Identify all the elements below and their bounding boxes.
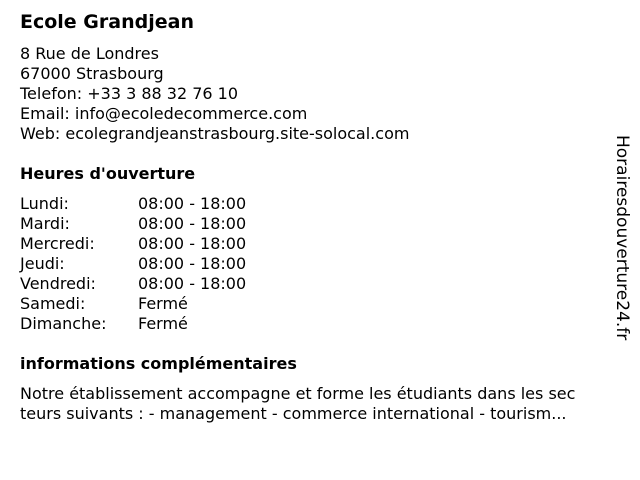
info-line-2: teurs suivants : - management - commerce international - tourism... <box>20 404 567 423</box>
hours-table <box>20 194 320 334</box>
phone-line[interactable]: Telefon: +33 3 88 32 76 10 <box>20 84 239 103</box>
day-label: Dimanche: <box>20 314 107 333</box>
hours-row-wednesday <box>20 234 320 254</box>
hours-row-tuesday <box>20 214 320 234</box>
hours-row-monday <box>20 194 320 214</box>
business-name: Ecole Grandjean <box>20 11 194 33</box>
info-heading: informations complémentaires <box>20 354 297 373</box>
day-label: Vendredi: <box>20 274 96 293</box>
time-value: 08:00 - 18:00 <box>138 234 247 253</box>
address-street: 8 Rue de Londres <box>20 44 159 63</box>
email-line[interactable]: Email: info@ecoledecommerce.com <box>20 104 308 123</box>
time-value: 08:00 - 18:00 <box>138 254 247 273</box>
info-line-1: Notre établissement accompagne et forme les étudiants dans les sec <box>20 384 576 403</box>
hours-row-sunday <box>20 314 320 334</box>
hours-row-thursday <box>20 254 320 274</box>
hours-heading: Heures d'ouverture <box>20 164 196 183</box>
day-label: Lundi: <box>20 194 69 213</box>
time-value: 08:00 - 18:00 <box>138 194 247 213</box>
hours-row-saturday <box>20 294 320 314</box>
time-value: 08:00 - 18:00 <box>138 214 247 233</box>
day-label: Mercredi: <box>20 234 95 253</box>
web-line[interactable]: Web: ecolegrandjeanstrasbourg.site-solocal.com <box>20 124 410 143</box>
site-watermark: Horairesdouverture24.fr <box>612 135 632 341</box>
day-label: Samedi: <box>20 294 86 313</box>
contact-block <box>20 44 409 144</box>
day-label: Jeudi: <box>20 254 65 273</box>
hours-row-friday <box>20 274 320 294</box>
time-value: Fermé <box>138 294 188 313</box>
day-label: Mardi: <box>20 214 70 233</box>
address-city: 67000 Strasbourg <box>20 64 164 83</box>
info-description <box>20 384 625 424</box>
time-value: 08:00 - 18:00 <box>138 274 247 293</box>
time-value: Fermé <box>138 314 188 333</box>
